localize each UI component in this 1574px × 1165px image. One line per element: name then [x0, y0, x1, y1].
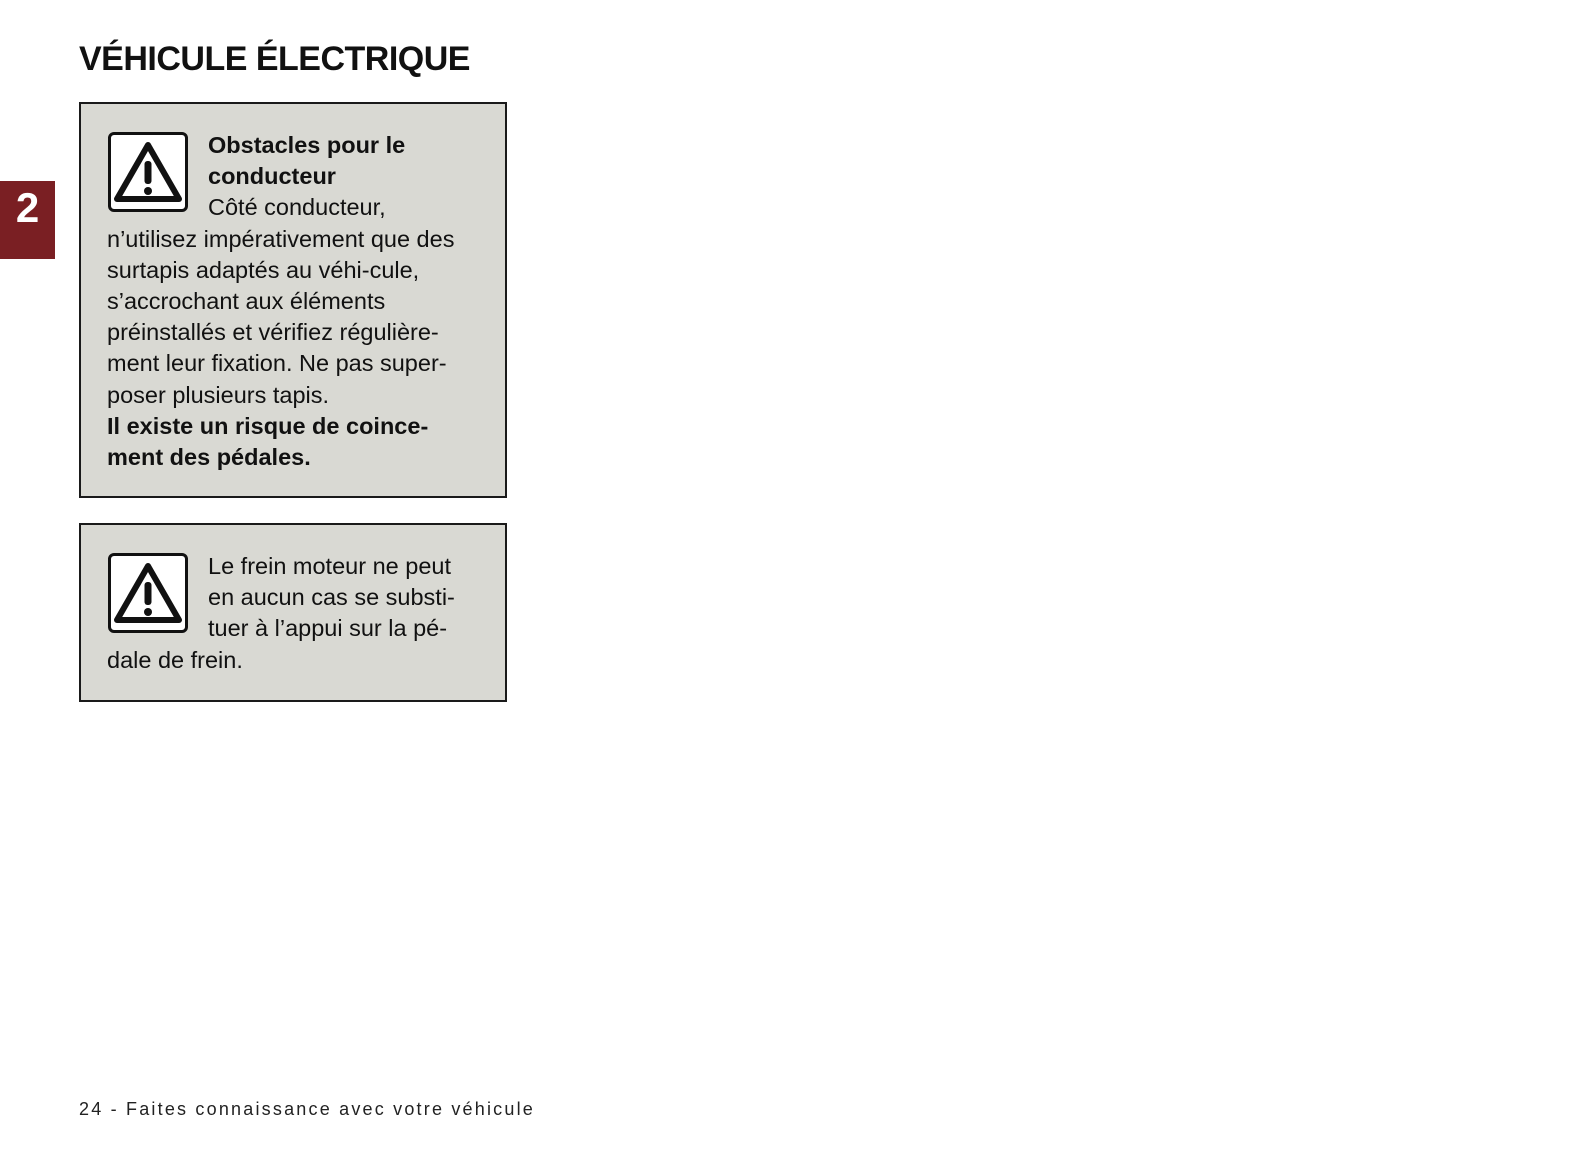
warning-heading-line-2: conducteur	[208, 163, 336, 190]
page-title: VÉHICULE ÉLECTRIQUE	[79, 40, 470, 78]
warning-box-pedal-obstacles	[79, 102, 507, 498]
warning-emphasis: Il existe un risque de coince-ment des pédales.	[107, 412, 429, 471]
warning-heading-line-1: Obstacles pour le	[208, 132, 406, 158]
warning-body: Côté conducteur, n’utilisez impérativement que des surtapis adaptés au véhi-cule, s’accrochant aux éléments préinstallés et vérifiez régulière-ment leur fixation. Ne pas super-poser plusieurs tapis.	[107, 194, 455, 408]
warning-box-engine-brake	[79, 523, 507, 702]
chapter-tab	[0, 181, 55, 259]
page-footer: 24 - Faites connaissance avec votre véhicule	[79, 1099, 535, 1119]
warning-body: Le frein moteur ne peut en aucun cas se substi-tuer à l’appui sur la pé-dale de frein.	[107, 553, 455, 673]
warning-triangle-icon	[108, 553, 188, 633]
chapter-number: 2	[15, 184, 40, 231]
warning-triangle-icon	[108, 132, 188, 212]
